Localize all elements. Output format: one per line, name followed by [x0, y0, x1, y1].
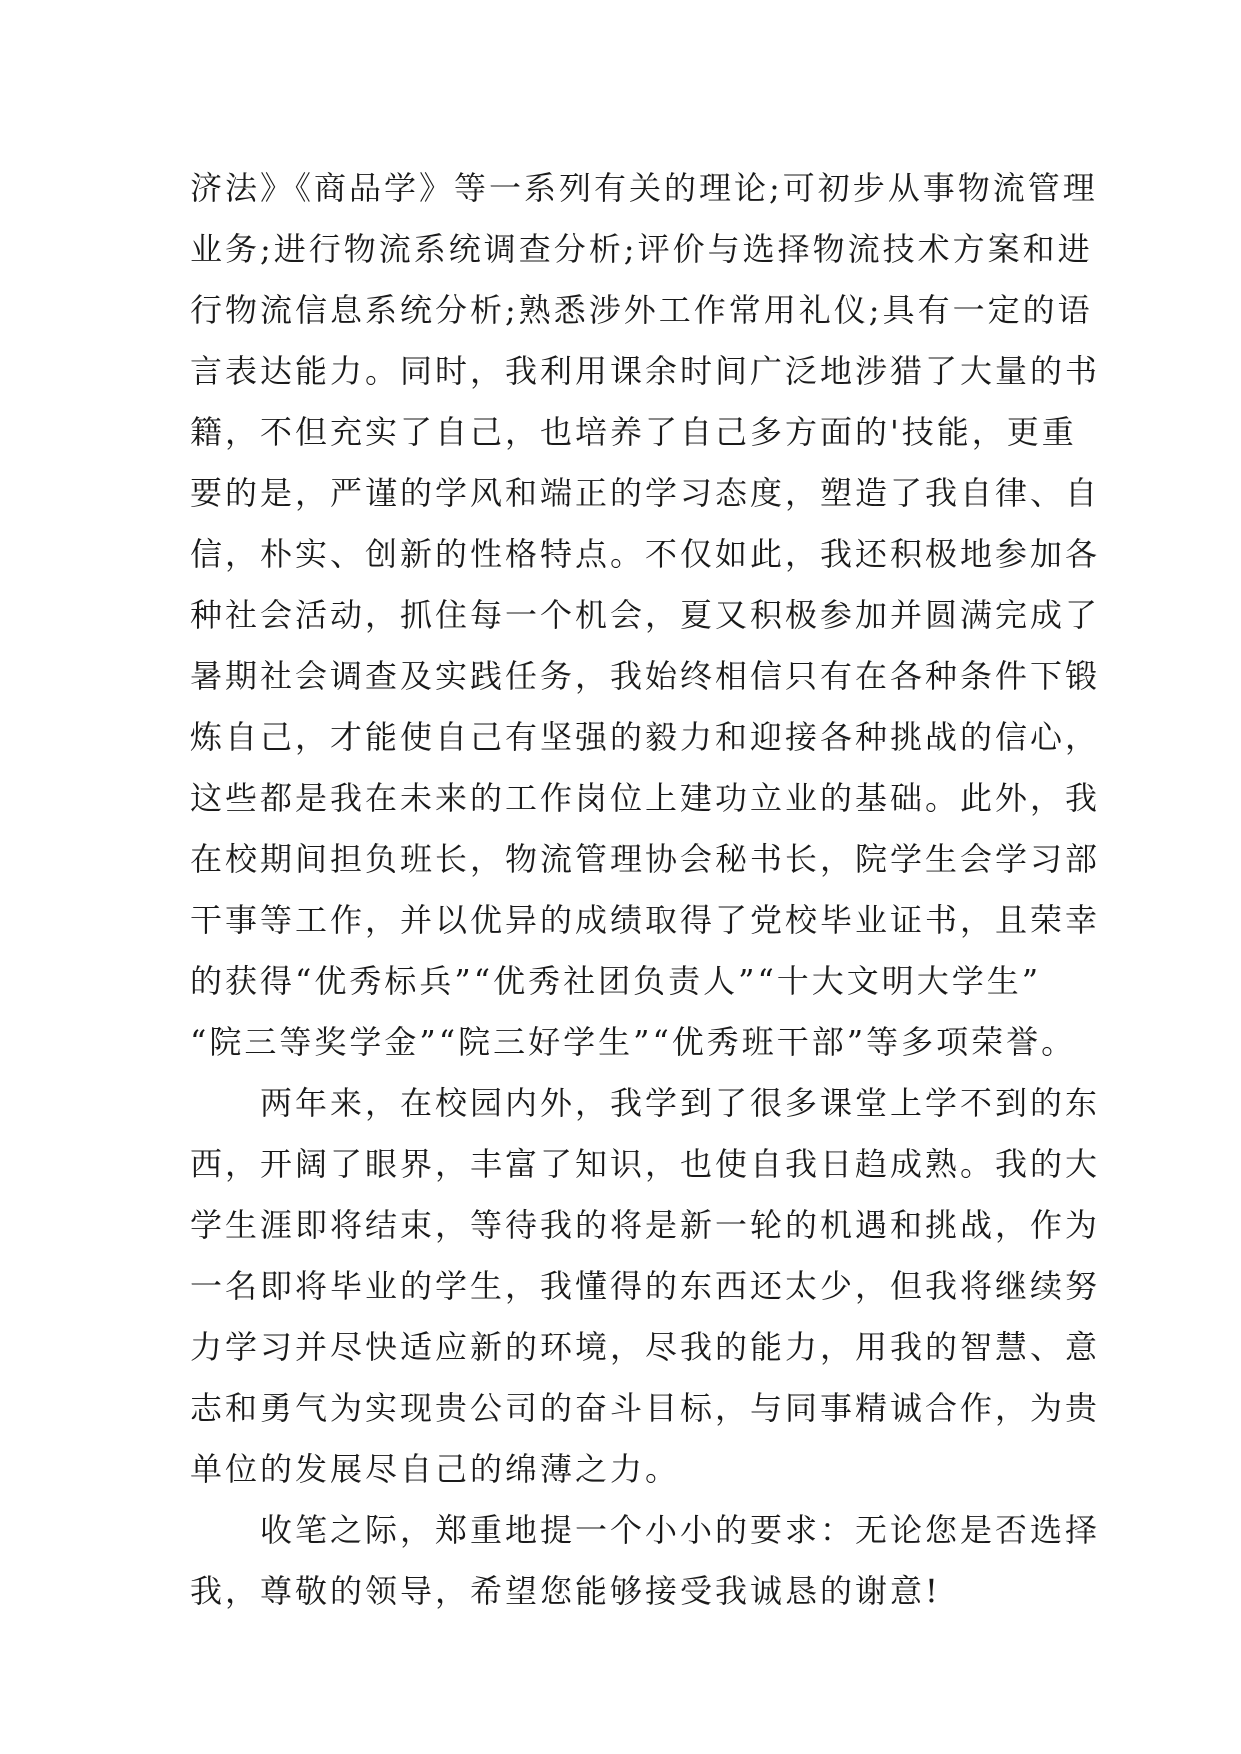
text-line: 志和勇气为实现贵公司的奋斗目标，与同事精诚合作，为贵 [190, 1389, 1101, 1427]
paragraph-1 [190, 158, 1101, 1073]
text-line: 学生涯即将结束，等待我的将是新一轮的机遇和挑战，作为 [190, 1206, 1101, 1244]
text-line: 干事等工作，并以优异的成绩取得了党校毕业证书，且荣幸 [190, 901, 1101, 939]
text-line: 济法》《商品学》等一系列有关的理论;可初步从事物流管理 [190, 169, 1098, 207]
text-line: 西，开阔了眼界，丰富了知识，也使自我日趋成熟。我的大 [190, 1145, 1101, 1183]
text-line: 言表达能力。同时，我利用课余时间广泛地涉猎了大量的书 [190, 352, 1101, 390]
text-line: 单位的发展尽自己的绵薄之力。 [190, 1450, 681, 1488]
paragraph-3 [190, 1500, 1101, 1622]
text-line: 要的是，严谨的学风和端正的学习态度，塑造了我自律、自 [190, 474, 1101, 512]
text-line: 收笔之际，郑重地提一个小小的要求：无论您是否选择 [260, 1511, 1101, 1549]
text-line: 力学习并尽快适应新的环境，尽我的能力，用我的智慧、意 [190, 1328, 1101, 1366]
text-line: 信，朴实、创新的性格特点。不仅如此，我还积极地参加各 [190, 535, 1101, 573]
text-line: 的获得“优秀标兵”“优秀社团负责人”“十大文明大学生” [190, 962, 1042, 1000]
text-line: 行物流信息系统分析;熟悉涉外工作常用礼仪;具有一定的语 [190, 291, 1093, 329]
document-body [190, 158, 1101, 1622]
text-line: 种社会活动，抓住每一个机会，夏又积极参加并圆满完成了 [190, 596, 1101, 634]
text-line: 两年来，在校园内外，我学到了很多课堂上学不到的东 [260, 1084, 1101, 1122]
text-line: 在校期间担负班长，物流管理协会秘书长，院学生会学习部 [190, 840, 1101, 878]
text-line: 籍，不但充实了自己，也培养了自己多方面的'技能，更重 [190, 413, 1077, 451]
text-line: 暑期社会调查及实践任务，我始终相信只有在各种条件下锻 [190, 657, 1101, 695]
text-line: 这些都是我在未来的工作岗位上建功立业的基础。此外，我 [190, 779, 1101, 817]
paragraph-2 [190, 1073, 1101, 1500]
text-line: 炼自己，才能使自己有坚强的毅力和迎接各种挑战的信心， [190, 718, 1101, 756]
text-line: 业务;进行物流系统调查分析;评价与选择物流技术方案和进 [190, 230, 1093, 268]
text-line: 一名即将毕业的学生，我懂得的东西还太少，但我将继续努 [190, 1267, 1101, 1305]
text-line: 我，尊敬的领导，希望您能够接受我诚恳的谢意! [190, 1572, 941, 1610]
text-line: “院三等奖学金”“院三好学生”“优秀班干部”等多项荣誉。 [190, 1023, 1077, 1061]
